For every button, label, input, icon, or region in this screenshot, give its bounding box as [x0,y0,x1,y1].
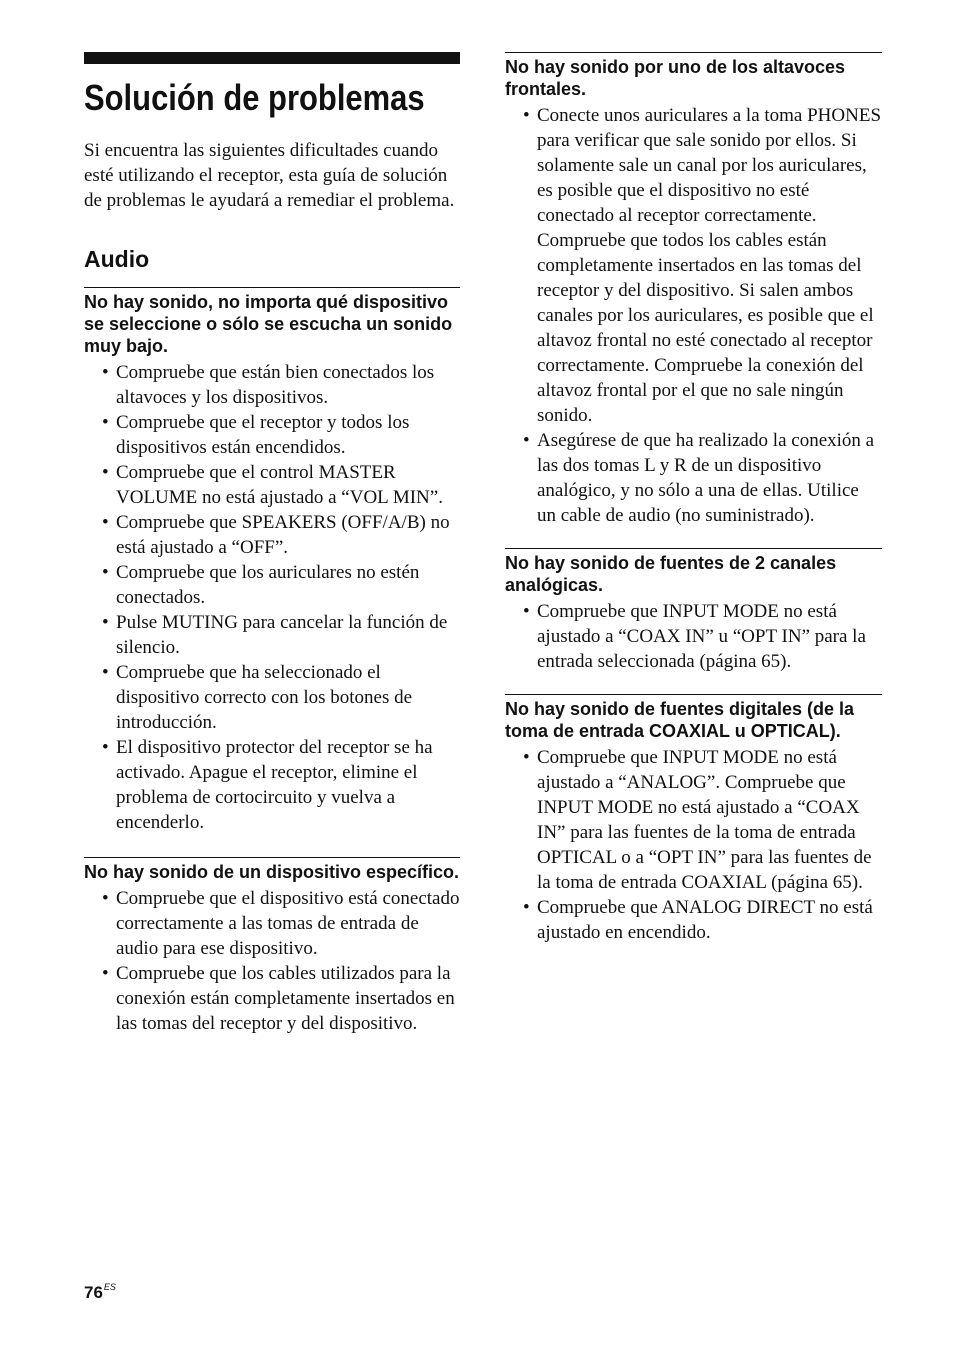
page-title: Solución de problemas [84,77,425,118]
title-rule [84,52,460,64]
page-number-value: 76 [84,1283,103,1302]
solution-item: • Compruebe que INPUT MODE no está ajustado a “ANALOG”. Compruebe que INPUT MODE no está ajustado a “COAX IN” para las fuentes de la toma de entrada OPTICAL o a “OPT IN” para las fuentes de la toma de entrada COAXIAL (página 65). [505,745,882,895]
solution-item: • Conecte unos auriculares a la toma PHONES para verificar que sale sonido por ellos. Si solamente sale un canal por los auriculares, es posible que el dispositivo no esté conectado al receptor correctamente. Compruebe que todos los cables están completamente insertados en las tomas del receptor y del dispositivo. Si salen ambos canales por los auriculares, es posible que el altavoz frontal no esté conectado al receptor correctamente. Compruebe la conexión del altavoz frontal por el que no sale ningún sonido. [505,103,882,428]
section-title-audio: Audio [84,246,150,272]
solution-item: • Compruebe que INPUT MODE no está ajustado a “COAX IN” u “OPT IN” para la entrada seleccionada (página 65). [505,599,882,674]
solution-item: • Compruebe que SPEAKERS (OFF/A/B) no está ajustado a “OFF”. [84,510,460,560]
solution-item: • Compruebe que los auriculares no estén conectados. [84,560,460,610]
problem-no-sound-front-speaker [505,52,882,528]
page-language-code: ES [103,1282,116,1292]
solution-item: • Compruebe que ANALOG DIRECT no está ajustado en encendido. [505,895,882,945]
problem-heading: No hay sonido de un dispositivo específico. [84,857,460,883]
solution-item: • Compruebe que el control MASTER VOLUME no está ajustado a “VOL MIN”. [84,460,460,510]
solution-item: • Compruebe que ha seleccionado el dispositivo correcto con los botones de introducción. [84,660,460,735]
solution-item: • Asegúrese de que ha realizado la conexión a las dos tomas L y R de un dispositivo analógico, y no sólo a una de ellas. Utilice un cable de audio (no suministrado). [505,428,882,528]
left-column [84,50,460,1036]
solution-list [84,360,460,835]
solution-list [84,886,460,1036]
solution-list [505,599,882,674]
solution-list [505,745,882,945]
solution-item: • Compruebe que los cables utilizados para la conexión están completamente insertados en las tomas del receptor y del dispositivo. [84,961,460,1036]
solution-item: • Compruebe que el receptor y todos los dispositivos están encendidos. [84,410,460,460]
problem-heading: No hay sonido por uno de los altavoces frontales. [505,52,882,100]
right-column [505,50,882,945]
intro-paragraph: Si encuentra las siguientes dificultades cuando esté utilizando el receptor, esta guía de solución de problemas le ayudará a remediar el problema. [84,140,455,211]
problem-no-sound-any-device [84,287,460,835]
problem-no-sound-digital-sources [505,694,882,945]
solution-item: • El dispositivo protector del receptor se ha activado. Apague el receptor, elimine el problema de cortocircuito y vuelva a encenderlo. [84,735,460,835]
solution-item: • Compruebe que están bien conectados los altavoces y los dispositivos. [84,360,460,410]
problem-heading: No hay sonido de fuentes digitales (de la toma de entrada COAXIAL u OPTICAL). [505,694,882,742]
solution-list [505,103,882,528]
problem-heading: No hay sonido de fuentes de 2 canales analógicas. [505,548,882,596]
page-number [84,1283,116,1303]
problem-heading: No hay sonido, no importa qué dispositivo se seleccione o sólo se escucha un sonido muy bajo. [84,287,460,357]
solution-item: • Compruebe que el dispositivo está conectado correctamente a las tomas de entrada de audio para ese dispositivo. [84,886,460,961]
problem-no-sound-analog-sources [505,548,882,674]
solution-item: • Pulse MUTING para cancelar la función de silencio. [84,610,460,660]
problem-no-sound-specific-device [84,857,460,1036]
